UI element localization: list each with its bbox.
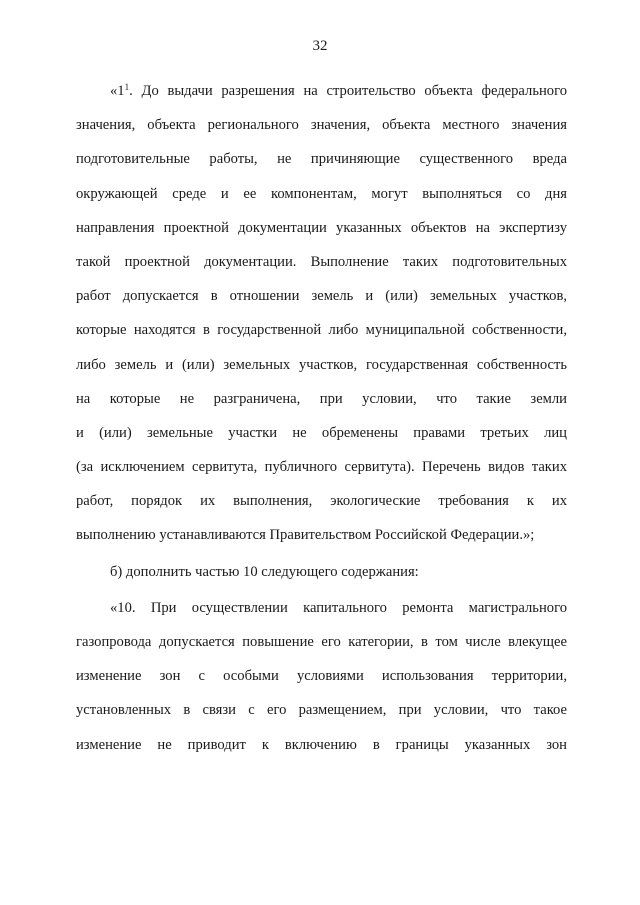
text-line: направления проектной документации указанных объектов на экспертизу [76,219,567,236]
page-number: 32 [312,38,328,54]
text-line: изменение зон с особыми условиями использования территории, [76,668,567,685]
text-line: установленных в связи с его размещением, при условии, что такое [76,702,567,719]
text-line: значения, объекта регионального значения, объекта местного значения [76,117,567,134]
text-line: б) дополнить частью 10 следующего содержания: [110,563,419,580]
text-line: на которые не разграничена, при условии, что такие земли [76,390,567,407]
text-line: подготовительные работы, не причиняющие существенного вреда [76,151,567,168]
document-body [76,74,567,762]
text-line: либо земель и (или) земельных участков, государственная собственность [76,356,567,373]
paragraph-1 [76,74,567,553]
paragraph-3 [76,591,567,762]
text-fragment: . До выдачи разрешения на строительство объекта федерального [129,83,567,99]
text-line: газопровода допускается повышение его категории, в том числе влекущее [76,634,567,650]
text-line: изменение не приводит к включению в границы указанных зон [76,736,567,753]
text-line: «10. При осуществлении капитального ремонта магистрального [110,599,567,616]
text-line: выполнению устанавливаются Правительством Российской Федерации.»; [76,527,535,544]
superscript-marker: 1 [124,82,130,92]
text-line: которые находятся в государственной либо муниципальной собственности, [76,322,567,339]
text-line: (за исключением сервитута, публичного сервитута). Перечень видов таких [76,459,567,476]
paragraph-2 [76,555,567,589]
text-line: такой проектной документации. Выполнение таких подготовительных [76,253,567,270]
text-line [76,74,567,108]
text-line: работ допускается в отношении земель и (или) земельных участков, [76,288,567,305]
text-line: работ, порядок их выполнения, экологические требования к их [76,493,567,510]
text-fragment: «1 [110,83,125,99]
text-line: и (или) земельные участки не обременены правами третьих лиц [76,424,567,441]
text-line: окружающей среде и ее компонентам, могут выполняться со дня [76,185,567,202]
